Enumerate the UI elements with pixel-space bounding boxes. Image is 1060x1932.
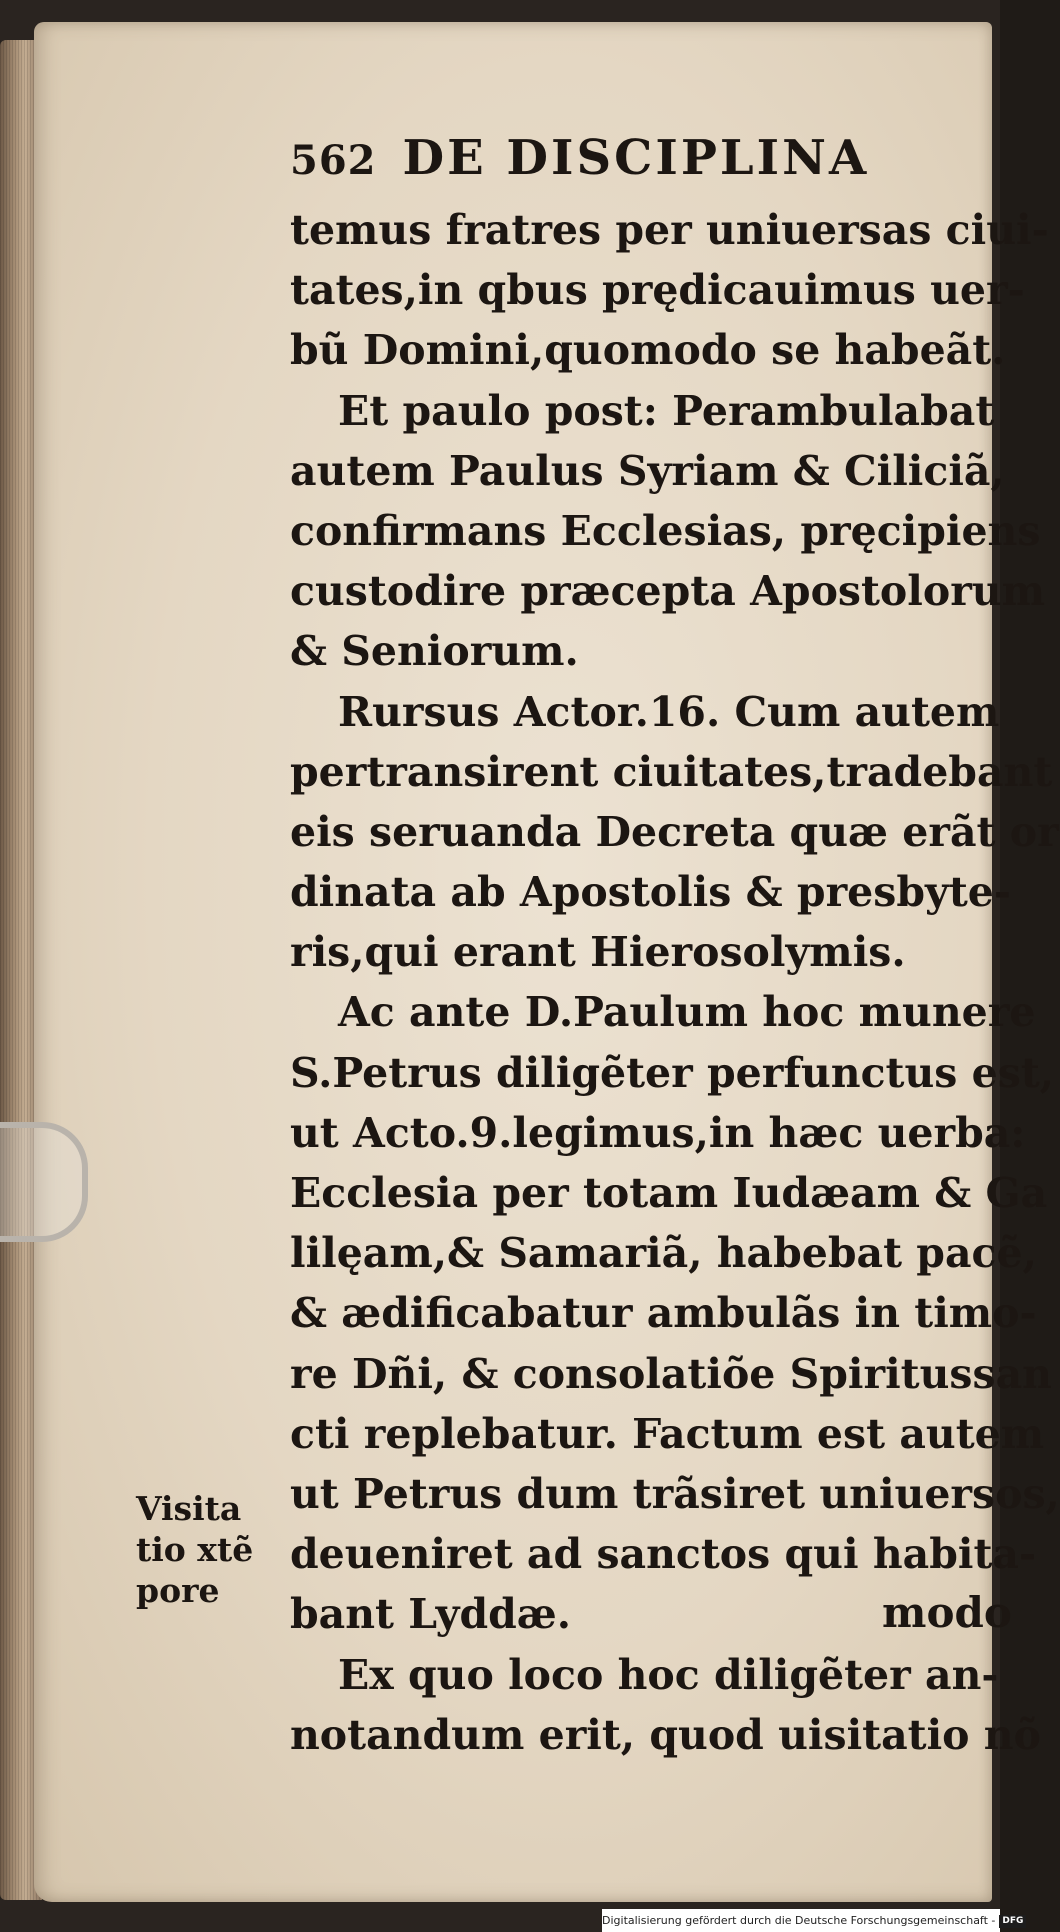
marginal-note-line: pore xyxy=(136,1571,220,1610)
text-line: cti replebatur. Factum est autem xyxy=(290,1409,1045,1458)
text-line: & Seniorum. xyxy=(290,627,579,676)
catchword: modo xyxy=(882,1588,1012,1637)
text-line: Ac ante D.Paulum hoc munere xyxy=(338,988,1036,1037)
page-header xyxy=(290,130,990,198)
dfg-logo: DFG xyxy=(999,1915,1026,1928)
text-line: Rursus Actor.16. Cum autem xyxy=(338,687,1000,736)
credit-text: Digitalisierung gefördert durch die Deutsche Forschungsgemeinschaft - xyxy=(602,1914,996,1927)
body-text xyxy=(290,200,1060,1765)
marginal-note-line: tio xtẽ xyxy=(136,1530,254,1569)
text-line: deueniret ad sanctos qui habita- xyxy=(290,1530,1036,1579)
text-block xyxy=(290,130,1060,1765)
text-line: eis seruanda Decreta quæ erãt or xyxy=(290,807,1059,856)
text-line: ut Acto.9.legimus,in hæc uerba: xyxy=(290,1108,1026,1157)
text-line: confirmans Ecclesias, pręcipiens xyxy=(290,506,1041,555)
text-line: pertransirent ciuitates,tradebant xyxy=(290,747,1053,796)
text-line: notandum erit, quod uisitatio nõ xyxy=(290,1710,1041,1759)
page-number: 562 xyxy=(290,137,377,184)
text-line: bant Lyddæ. xyxy=(290,1590,572,1639)
text-line: Ecclesia per totam Iudæam & Ga xyxy=(290,1169,1048,1217)
text-line: Et paulo post: Perambulabat xyxy=(338,386,995,435)
text-line: Ex quo loco hoc diligẽter an- xyxy=(338,1650,999,1699)
marginal-note-line: Visita xyxy=(136,1489,242,1528)
text-line: tates,in qbus prędicauimus uer- xyxy=(290,266,1025,315)
text-line: temus fratres per uniuersas ciui- xyxy=(290,206,1049,254)
text-line: ris,qui erant Hierosolymis. xyxy=(290,928,906,977)
text-line: dinata ab Apostolis & presbyte- xyxy=(290,868,1011,917)
running-head: DE DISCIPLINA xyxy=(402,130,870,186)
book-clasp xyxy=(0,1122,88,1242)
text-line: custodire præcepta Apostolorum xyxy=(290,567,1045,616)
text-line: lilęam,& Samariã, habebat pacẽ, xyxy=(290,1229,1037,1278)
marginal-note xyxy=(136,1488,286,1611)
text-line: & ædificabatur ambulãs in timo- xyxy=(290,1289,1037,1338)
text-line: re Dñi, & consolatiõe Spiritussan xyxy=(290,1349,1052,1398)
digitization-credit xyxy=(602,1909,1024,1932)
text-line: S.Petrus diligẽter perfunctus est, xyxy=(290,1048,1055,1097)
text-line: autem Paulus Syriam & Ciliciã, xyxy=(290,446,1005,495)
text-line: bũ Domini,quomodo se habeãt. xyxy=(290,326,1006,375)
text-line: ut Petrus dum trãsiret uniuersos, xyxy=(290,1469,1060,1518)
